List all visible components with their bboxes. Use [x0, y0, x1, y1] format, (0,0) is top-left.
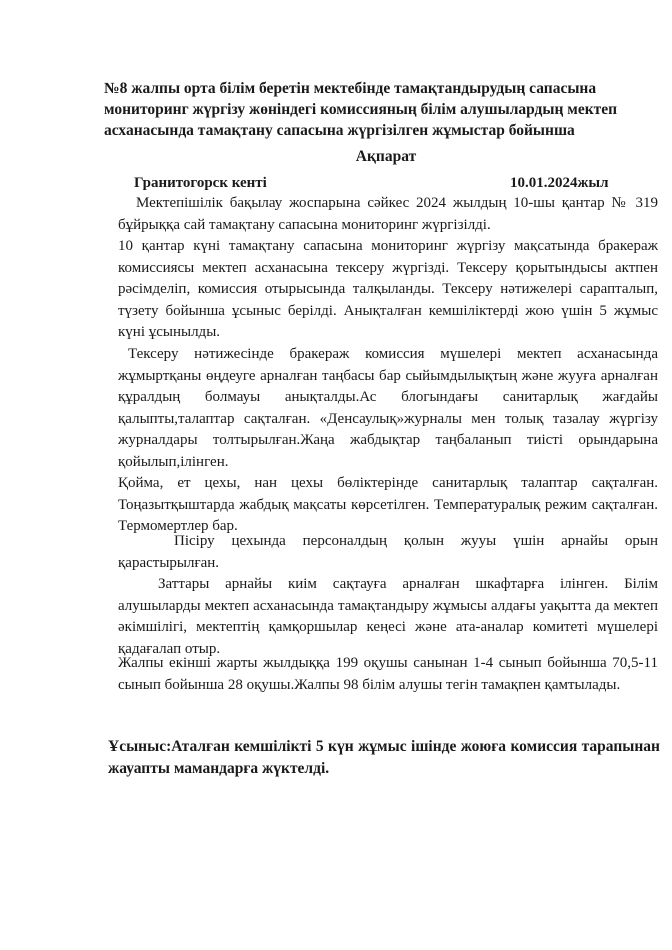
- document-date: 10.01.2024жыл: [510, 175, 609, 191]
- document-heading: Ақпарат: [355, 148, 417, 165]
- paragraph-1: Мектепішілік бақылау жоспарына сәйкес 2024 жылдың 10-шы қантар № 319 бұйрыққа сай тамақтану сапасына мониторинг жүргізілді.: [118, 195, 658, 233]
- paragraph-7: Жалпы екінші жарты жылдыққа 199 оқушы санынан 1-4 сынып бойынша 70,5-11 сынып бойынша 28 оқушы.Жалпы 98 білім алушы тегін тамақпен қамтылады.: [118, 655, 658, 693]
- location: Гранитогорск кенті: [134, 175, 267, 191]
- paragraph-5: Пісіру цехында персоналдың қолын жууы үшін арнайы орын қарастырылған.: [118, 533, 658, 571]
- paragraph-4: Қойма, ет цехы, нан цехы бөліктерінде санитарлық талаптар сақталған. Тоңазытқыштарда жабдық мақсаты көрсетілген. Температуралық режим сақталған. Термомертлер бар.: [118, 475, 658, 534]
- paragraph-2: 10 қантар күні тамақтану сапасына мониторинг жүргізу мақсатында бракераж комиссиясы мектеп асханасына тексеру жүргізді. Тексеру қорытындысы актпен рәсімделіп, комиссия отырысында талқыланды. Тексеру нәтижелері сарапталып, түзету бойынша ұсыныс берілді. Анықталған кемшіліктерді жою үшін 5 жұмыс күні ұсынылды.: [118, 238, 658, 340]
- document-title: №8 жалпы орта білім беретін мектебінде тамақтандырудың сапасына мониторинг жүргізу жөніндегі комиссияның білім алушылардың мектеп асханасында тамақтану сапасына жүргізілген жұмыстар бойынша: [104, 80, 618, 139]
- paragraph-3: Тексеру нәтижесінде бракераж комиссия мүшелері мектеп асханасында жұмыртқаны өңдеуге арналған таңбасы бар сыйымдылықтың және жууға арналған құралдың болмауы анықталды.Ас блогындағы санитарлық жағдайы қалыпты,талаптар сақталған. «Денсаулық»журналы мен толық тазалау жүргізу журналдары толтырылған.Жаңа жабдықтар таңбаланып тиісті орындарына қойылып,ілінген.: [118, 346, 658, 470]
- paragraph-6: Заттары арнайы киім сақтауға арналған шкафтарға ілінген. Білім алушыларды мектеп асханасында тамақтандыру жұмысы алдағы уақытта да мектеп әкімшілігі, мектептің қамқоршылар кеңесі және ата-аналар комитеті мүшелері қадағалап отыр.: [118, 576, 658, 657]
- proposal: Ұсыныс:Аталған кемшілікті 5 күн жұмыс ішінде жоюға комиссия тарапынан жауапты мамандарға жүктелді.: [108, 738, 660, 777]
